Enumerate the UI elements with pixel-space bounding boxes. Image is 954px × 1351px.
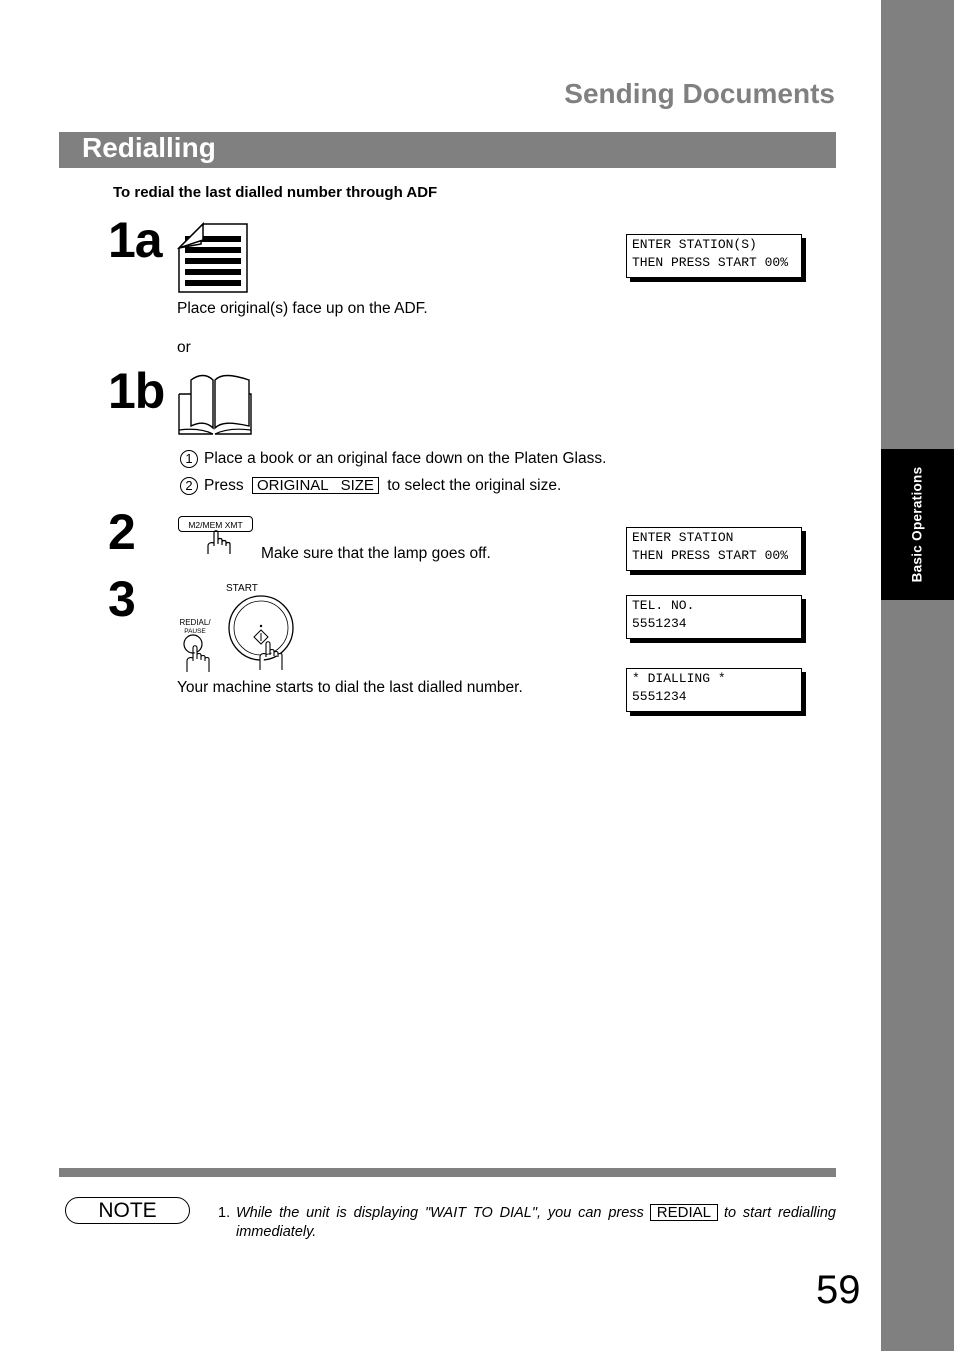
start-key-icon <box>226 594 296 672</box>
lcd-line-1: ENTER STATION(S) <box>632 237 757 252</box>
step-number-2: 2 <box>108 504 135 560</box>
step-1b-substep-1 <box>180 450 606 468</box>
original-size-key: ORIGINAL SIZE <box>252 477 379 494</box>
adf-document-icon <box>177 222 249 294</box>
side-margin-bar <box>881 0 954 1351</box>
note-label: NOTE <box>65 1197 190 1224</box>
chapter-tab-label: Basic Operations <box>909 466 925 583</box>
step-number-1b: 1b <box>108 363 165 419</box>
note-text-before: While the unit is displaying "WAIT TO DIAL", you can press <box>236 1205 644 1221</box>
procedure-heading: To redial the last dialled number through ADF <box>113 184 438 201</box>
step-3-instruction: Your machine starts to dial the last dialled number. <box>177 679 523 696</box>
lcd-display-tel-no <box>626 595 802 639</box>
note-number: 1. <box>218 1205 231 1221</box>
substep-number-2: 2 <box>180 477 198 495</box>
redial-label: REDIAL/ <box>179 618 211 627</box>
pressing-finger-icon <box>205 530 233 558</box>
substep-2-suffix: to select the original size. <box>387 477 562 495</box>
section-title: Redialling <box>82 132 216 163</box>
section-bar <box>59 132 836 168</box>
or-separator: or <box>177 339 191 356</box>
step-1b-substep-2 <box>180 477 561 495</box>
book-icon <box>177 374 253 438</box>
pause-label: PAUSE <box>184 628 206 635</box>
substep-1-text: Place a book or an original face down on the Platen Glass. <box>204 450 607 468</box>
note-item-1 <box>218 1204 836 1242</box>
lcd-line-2: 5551234 <box>632 689 687 704</box>
lcd-display-enter-stations <box>626 234 802 278</box>
lcd-line-1: * DIALLING * <box>632 671 726 686</box>
substep-number-1: 1 <box>180 450 198 468</box>
mem-xmt-key: M2/MEM XMT <box>178 516 253 532</box>
step-2-instruction: Make sure that the lamp goes off. <box>261 545 491 562</box>
step-number-3: 3 <box>108 571 135 627</box>
lcd-line-2: THEN PRESS START 00% <box>632 255 789 270</box>
note-divider <box>59 1168 836 1177</box>
substep-2-prefix: Press <box>204 477 244 495</box>
lcd-display-enter-station <box>626 527 802 571</box>
chapter-tab <box>881 449 954 600</box>
lcd-line-1: ENTER STATION <box>632 530 734 545</box>
lcd-line-2: THEN PRESS START 00% <box>632 548 789 563</box>
redial-key: REDIAL <box>650 1204 718 1221</box>
redial-key-icon <box>180 634 216 674</box>
start-key-label: START <box>226 583 258 594</box>
note-text-after-line2: immediately. <box>236 1224 317 1240</box>
lcd-line-1: TEL. NO. <box>632 598 695 613</box>
note-text-after-line1: to start redialling <box>723 1205 836 1221</box>
step-number-1a: 1a <box>108 212 162 268</box>
lcd-display-dialling <box>626 668 802 712</box>
page-number: 59 <box>816 1268 861 1312</box>
chapter-title: Sending Documents <box>564 78 835 109</box>
step-1a-instruction: Place original(s) face up on the ADF. <box>177 300 428 317</box>
lcd-line-2: 5551234 <box>632 616 687 631</box>
